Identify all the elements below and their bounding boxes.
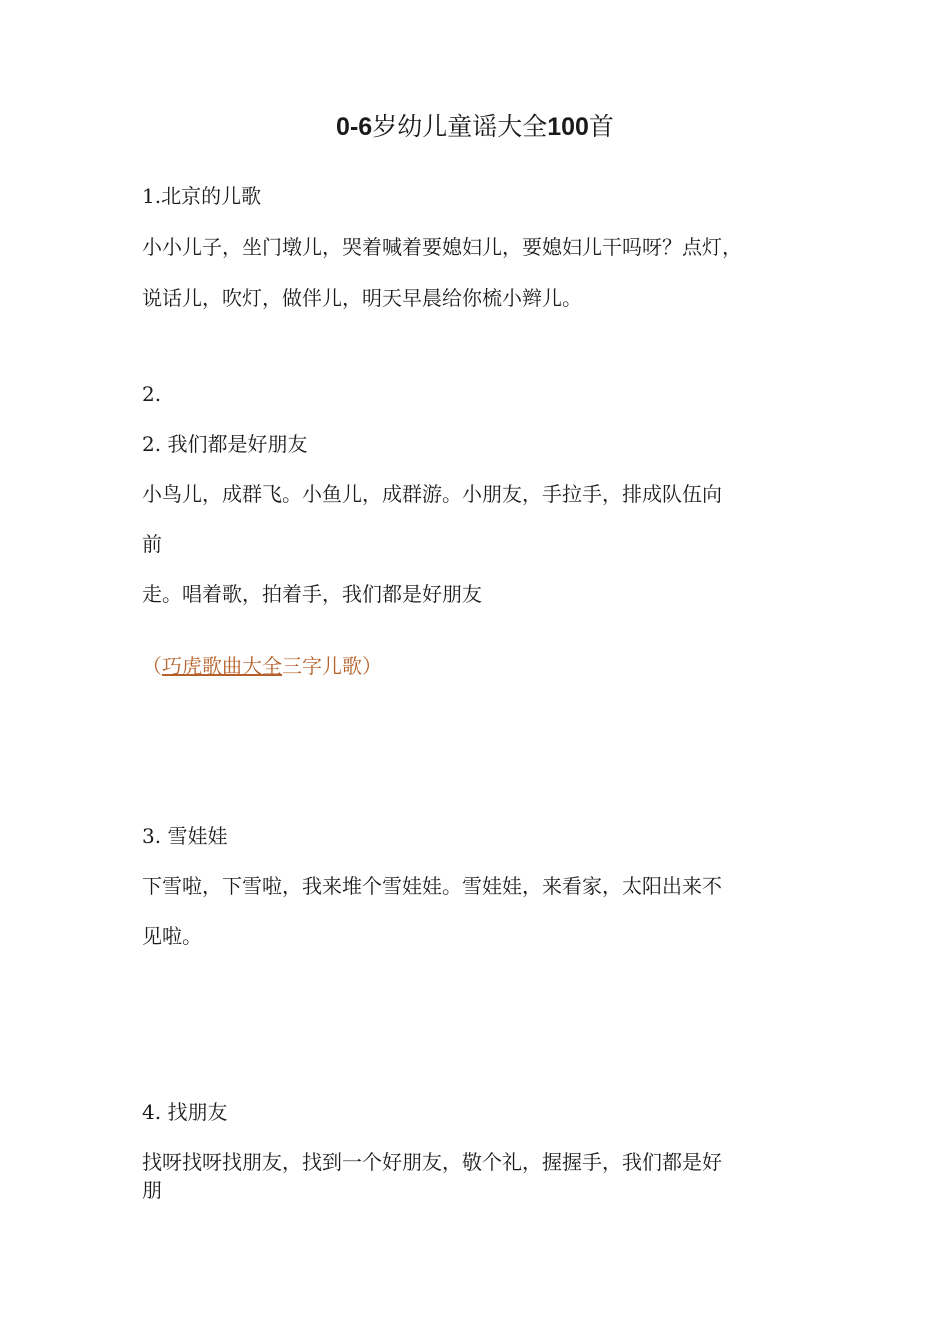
- related-link-line: [142, 652, 382, 680]
- title-prefix: 0-6: [336, 113, 373, 141]
- song1-line-2: 说话儿，吹灯，做伴儿，明天早晨给你梳小辫儿。: [142, 286, 582, 310]
- link-open-paren: （: [142, 654, 162, 678]
- song2-heading: 2. 我们都是好朋友: [142, 432, 308, 456]
- song3-line-2: 见啦。: [142, 924, 202, 948]
- qiaohu-songs-link[interactable]: 巧虎歌曲大全: [162, 654, 282, 678]
- song1-heading: 1.北京的儿歌: [142, 184, 262, 208]
- song4-line-1: 找呀找呀找朋友，找到一个好朋友，敬个礼，握握手，我们都是好: [142, 1150, 722, 1174]
- stray-number: 2.: [142, 382, 162, 406]
- song2-line-2: 前: [142, 532, 162, 556]
- link-trail-text: 三字儿歌: [282, 654, 362, 678]
- title-number: 100: [547, 113, 589, 141]
- song3-heading: 3. 雪娃娃: [142, 824, 228, 848]
- song2-line-3: 走。唱着歌，拍着手，我们都是好朋友: [142, 582, 482, 606]
- title-suffix: 首: [588, 112, 614, 141]
- link-close-paren: ）: [362, 654, 382, 678]
- song4-heading: 4. 找朋友: [142, 1100, 228, 1124]
- song4-line-2: 朋: [142, 1178, 162, 1202]
- document-title: [0, 110, 950, 144]
- song2-line-1: 小鸟儿，成群飞。小鱼儿，成群游。小朋友，手拉手，排成队伍向: [142, 482, 722, 506]
- title-middle: 岁幼儿童谣大全: [372, 112, 548, 141]
- song3-line-1: 下雪啦，下雪啦，我来堆个雪娃娃。雪娃娃，来看家，太阳出来不: [142, 874, 722, 898]
- song1-line-1: 小小儿子，坐门墩儿，哭着喊着要媳妇儿，要媳妇儿干吗呀？点灯，: [142, 235, 742, 259]
